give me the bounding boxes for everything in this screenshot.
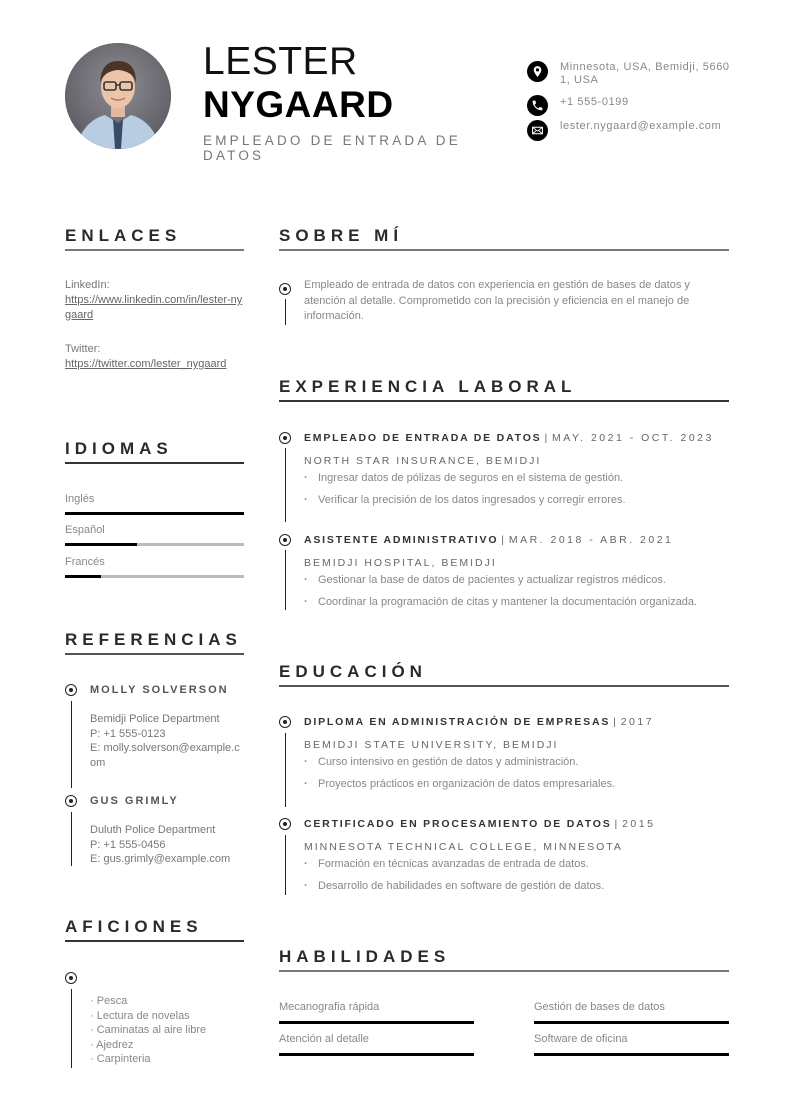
twitter-label: Twitter:: [65, 343, 101, 355]
separator: |: [501, 534, 506, 546]
separator: |: [544, 432, 549, 444]
bullet-item: · Coordinar la programación de citas y mantener la documentación organizada.: [304, 595, 734, 609]
languages-divider: [65, 462, 244, 464]
hobby-item: · Carpinteria: [90, 1052, 206, 1067]
language-label: Inglés: [65, 493, 95, 505]
link-linkedin: [65, 278, 244, 322]
reference-email: E: gus.grimly@example.com: [90, 853, 231, 865]
timeline-line: [71, 989, 73, 1068]
email-envelope-icon: [527, 120, 548, 141]
entry-institution: BEMIDJI STATE UNIVERSITY, BEMIDJI: [304, 739, 559, 751]
profile-photo: [65, 43, 171, 149]
skill-item: [534, 1000, 729, 1024]
timeline-bullet-icon: [279, 432, 291, 444]
about-divider: [279, 249, 729, 251]
skill-label: Mecanografia rápida: [279, 1001, 380, 1013]
skill-label: Atención al detalle: [279, 1033, 369, 1045]
education-divider: [279, 685, 729, 687]
language-level-bar: [65, 512, 244, 515]
language-item: [65, 523, 244, 546]
linkedin-label: LinkedIn:: [65, 279, 110, 291]
timeline-line: [285, 448, 287, 522]
entry-bullets: [304, 573, 734, 609]
timeline-line: [285, 733, 287, 807]
experience-heading: EXPERIENCIA LABORAL: [279, 377, 577, 396]
entry-date: 2015: [622, 818, 656, 830]
entry-degree: CERTIFICADO EN PROCESAMIENTO DE DATOS: [304, 818, 612, 830]
language-item: [65, 555, 244, 578]
bullet-item: · Desarrollo de habilidades en software de gestión de datos.: [304, 879, 734, 893]
phone-icon: [527, 95, 548, 116]
link-twitter: [65, 342, 244, 372]
language-level-fill: [65, 575, 101, 578]
entry-bullets: [304, 857, 734, 893]
first-name: LESTER: [203, 40, 358, 83]
skill-label: Software de oficina: [534, 1033, 628, 1045]
references-divider: [65, 653, 244, 655]
skill-item: [279, 1000, 474, 1024]
contact-email: [527, 120, 730, 141]
linkedin-url[interactable]: https://www.linkedin.com/in/lester-nygaard: [65, 294, 243, 321]
skill-item: [534, 1032, 729, 1056]
hobbies-heading: AFICIONES: [65, 917, 203, 936]
hobbies-divider: [65, 940, 244, 942]
entry-heading: [304, 818, 734, 831]
reference-name: MOLLY SOLVERSON: [90, 684, 229, 696]
timeline-bullet-icon: [65, 795, 77, 807]
bullet-item: · Formación en técnicas avanzadas de entrada de datos.: [304, 857, 734, 871]
experience-entry: [304, 534, 734, 609]
skill-level-bar: [279, 1053, 474, 1056]
address-text: Minnesota, USA, Bemidji, 56601, USA: [560, 61, 730, 86]
entry-bullets: [304, 471, 734, 507]
language-level-fill: [65, 512, 244, 515]
skill-level-bar: [534, 1053, 729, 1056]
timeline-line: [71, 701, 73, 788]
entry-heading: [304, 716, 734, 729]
skill-level-bar: [279, 1021, 474, 1024]
entry-degree: DIPLOMA EN ADMINISTRACIÓN DE EMPRESAS: [304, 716, 611, 728]
job-title: EMPLEADO DE ENTRADA DE DATOS: [203, 133, 461, 163]
experience-entry: [304, 432, 734, 507]
entry-heading: [304, 432, 734, 445]
bullet-item: · Gestionar la base de datos de pacientes y actualizar registros médicos.: [304, 573, 734, 587]
reference-item: [90, 795, 245, 867]
timeline-bullet-icon: [65, 684, 77, 696]
entry-date: 2017: [620, 716, 655, 728]
language-label: Español: [65, 524, 105, 536]
contact-address: [527, 61, 730, 86]
twitter-url[interactable]: https://twitter.com/lester_nygaard: [65, 358, 227, 370]
hobby-item: · Pesca: [90, 994, 206, 1009]
languages-heading: IDIOMAS: [65, 439, 173, 458]
reference-item: [90, 684, 245, 770]
education-heading: EDUCACIÓN: [279, 662, 427, 681]
language-level-bar: [65, 575, 244, 578]
entry-heading: [304, 534, 734, 547]
separator: |: [613, 716, 618, 728]
entry-institution: MINNESOTA TECHNICAL COLLEGE, MINNESOTA: [304, 841, 623, 853]
hobbies-list: [90, 994, 206, 1067]
hobby-item: · Ajedrez: [90, 1038, 206, 1053]
experience-divider: [279, 400, 729, 402]
timeline-line: [71, 812, 73, 866]
reference-phone: P: +1 555-0456: [90, 838, 166, 851]
entry-role: ASISTENTE ADMINISTRATIVO: [304, 534, 499, 546]
skills-heading: HABILIDADES: [279, 947, 451, 966]
language-level-bar: [65, 543, 244, 546]
entry-bullets: [304, 755, 734, 791]
reference-org: Duluth Police Department: [90, 824, 216, 836]
skill-level-bar: [534, 1021, 729, 1024]
bullet-item: · Curso intensivo en gestión de datos y administración.: [304, 755, 734, 769]
language-label: Francés: [65, 556, 105, 568]
references-heading: REFERENCIAS: [65, 630, 242, 649]
entry-role: EMPLEADO DE ENTRADA DE DATOS: [304, 432, 542, 444]
timeline-line: [285, 299, 287, 325]
timeline-bullet-icon: [279, 818, 291, 830]
separator: |: [614, 818, 620, 830]
links-heading: ENLACES: [65, 226, 182, 245]
bullet-item: · Proyectos prácticos en organización de datos empresariales.: [304, 777, 734, 791]
entry-organization: NORTH STAR INSURANCE, BEMIDJI: [304, 455, 542, 467]
skill-label: Gestión de bases de datos: [534, 1001, 665, 1013]
language-item: [65, 492, 244, 515]
email-text: lester.nygaard@example.com: [560, 120, 722, 132]
skills-divider: [279, 970, 729, 972]
entry-date: MAY. 2021 - OCT. 2023: [552, 432, 714, 444]
reference-email: E: molly.solverson@example.com: [90, 742, 240, 769]
contact-phone: [527, 95, 730, 116]
hobby-item: · Caminatas al aire libre: [90, 1023, 206, 1038]
reference-name: GUS GRIMLY: [90, 795, 179, 807]
phone-text: +1 555-0199: [560, 96, 629, 108]
language-level-fill: [65, 543, 137, 546]
bullet-item: · Ingresar datos de pólizas de seguros en el sistema de gestión.: [304, 471, 734, 485]
bullet-item: · Verificar la precisión de los datos ingresados y corregir errores.: [304, 493, 734, 507]
entry-organization: BEMIDJI HOSPITAL, BEMIDJI: [304, 557, 497, 569]
last-name: NYGAARD: [203, 84, 394, 125]
timeline-bullet-icon: [279, 534, 291, 546]
skill-item: [279, 1032, 474, 1056]
about-heading: SOBRE MÍ: [279, 226, 404, 245]
education-entry: [304, 716, 734, 791]
timeline-line: [285, 550, 287, 610]
location-pin-icon: [527, 61, 548, 82]
entry-date: MAR. 2018 - ABR. 2021: [508, 534, 674, 546]
reference-phone: P: +1 555-0123: [90, 727, 166, 740]
person-avatar-icon: [65, 43, 171, 149]
timeline-bullet-icon: [279, 716, 291, 728]
timeline-bullet-icon: [65, 972, 77, 984]
about-text: Empleado de entrada de datos con experiencia en gestión de bases de datos y atención al detalle. Comprometido con la precisión y eficiencia en el manejo de información.: [304, 279, 690, 322]
reference-org: Bemidji Police Department: [90, 713, 220, 725]
timeline-line: [285, 835, 287, 895]
timeline-bullet-icon: [279, 283, 291, 295]
education-entry: [304, 818, 734, 893]
links-divider: [65, 249, 244, 251]
hobby-item: · Lectura de novelas: [90, 1009, 206, 1024]
